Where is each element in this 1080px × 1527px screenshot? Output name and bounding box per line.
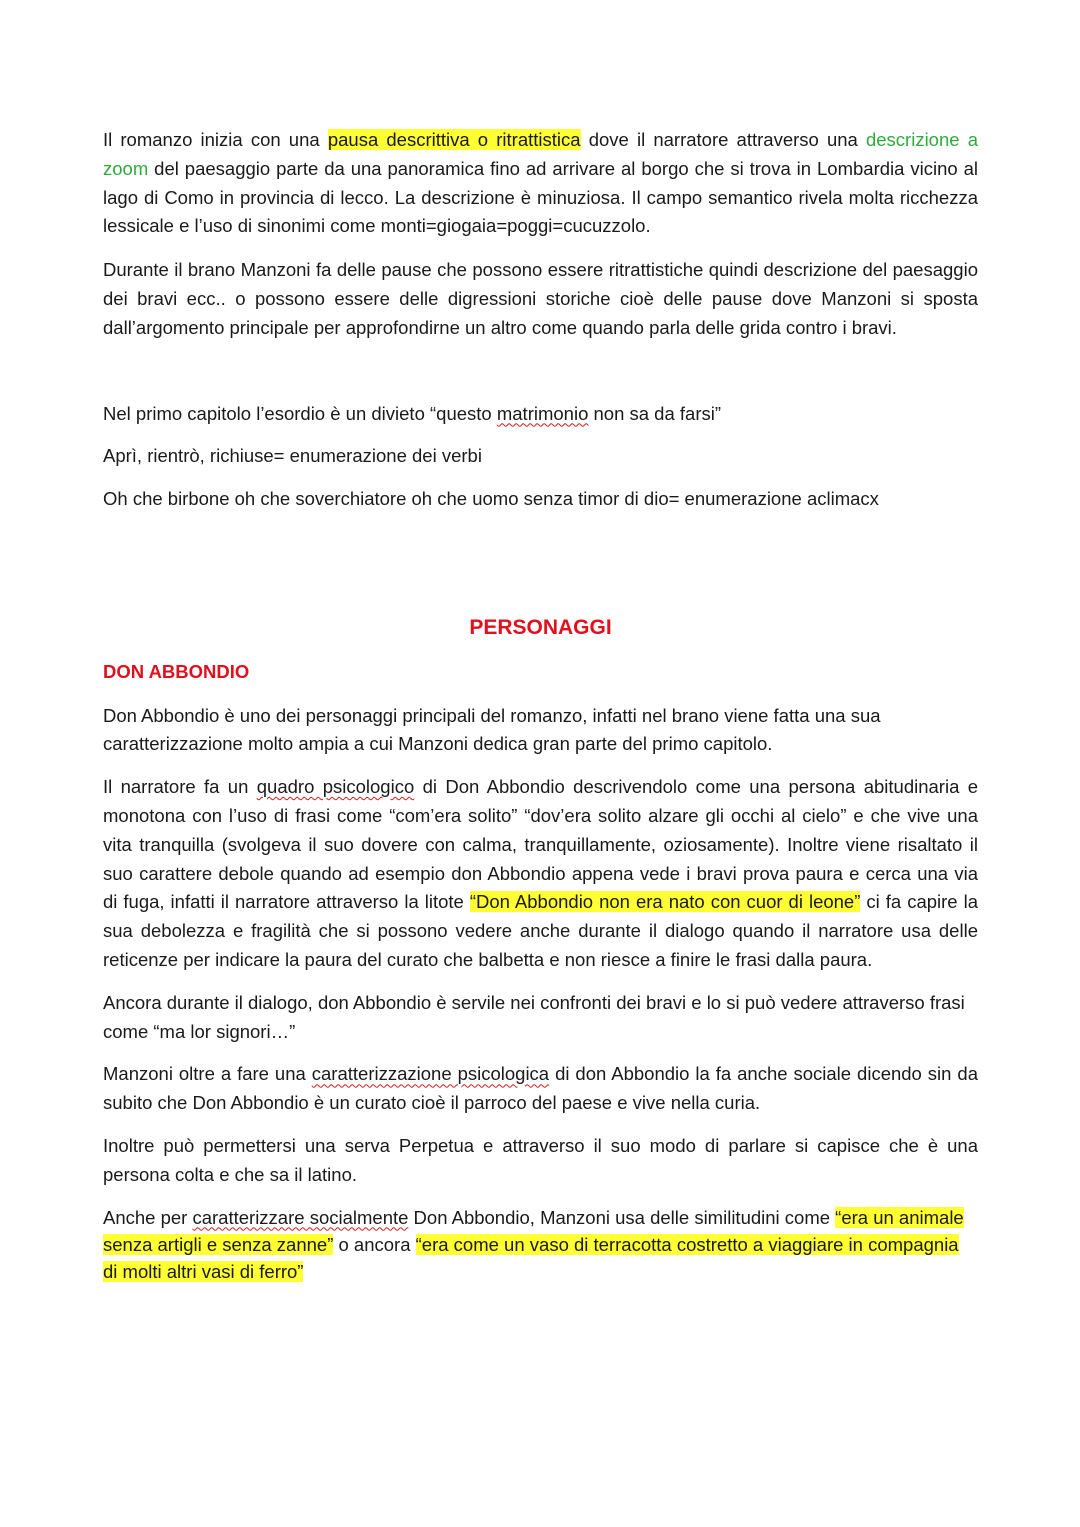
highlighted-quote: “era un animale senza artigli e senza zanne” <box>103 1206 964 1255</box>
text-run: o ancora <box>333 1233 416 1255</box>
highlighted-quote: “Don Abbondio non era nato con cuor di leone” <box>469 891 861 913</box>
text-run: Manzoni oltre a fare una <box>103 1063 312 1085</box>
text-run: Don Abbondio, Manzoni usa delle similitudini come <box>408 1206 836 1228</box>
section-title: PERSONAGGI <box>469 615 612 639</box>
highlighted-text: pausa descrittiva o ritrattistica <box>327 129 581 150</box>
text-run: di Don Abbondio descrivendolo come una persona abitudinaria e monotona con l’uso di frasi come “com’era solito” “dov’era solito alzare gli occhi al cielo” e che vive una vita tranquilla (svolgeva il suo dovere con calma, tranquillamente, oziosamente). Inoltre viene risaltato il suo carattere debole quando ad esempio don Abbondio appena vede i bravi prova paura e cerca una via di fuga, infatti il narratore attraverso la litote <box>103 776 978 913</box>
text-run: Il narratore fa un <box>103 776 257 798</box>
intro-paragraph-4: Aprì, rientrò, richiuse= enumerazione dei verbi <box>103 445 482 467</box>
text-run: non sa da farsi” <box>588 402 722 424</box>
spellcheck-underlined-phrase: caratterizzazione psicologica <box>311 1063 550 1085</box>
spellcheck-underlined-word: matrimonio <box>496 402 589 424</box>
text-run: aclimacx <box>806 488 879 510</box>
text-run: di don Abbondio la fa anche sociale dicendo sin da subito che Don Abbondio è un curato cioè il parroco del paese e vive nella curia. <box>103 1063 978 1114</box>
character-paragraph-6 <box>103 1204 978 1285</box>
character-paragraph-3: Ancora durante il dialogo, don Abbondio è servile nei confronti dei bravi e lo si può vedere attraverso frasi come “ma lor signori…” <box>103 991 965 1042</box>
text-run: Nel primo capitolo l’esordio è un divieto “questo <box>103 402 497 424</box>
intro-paragraph-2: Durante il brano Manzoni fa delle pause che possono essere ritrattistiche quindi descrizione del paesaggio dei bravi ecc.. o possono essere delle digressioni storiche cioè delle pause dove Manzoni si sposta dall’argomento principale per approfondirne un altro come quando parla delle grida contro i bravi. <box>103 259 978 338</box>
text-run: del paesaggio parte da una panoramica fino ad arrivare al borgo che si trova in Lombardia vicino al lago di Como in provincia di lecco. La descrizione è minuziosa. Il campo semantico rivela molta ricchezza lessicale e l’uso di sinonimi come monti=giogaia=poggi=cucuzzolo. <box>103 157 978 237</box>
character-paragraph-2 <box>103 773 978 975</box>
text-run: dove il narratore attraverso una <box>580 129 866 150</box>
character-paragraph-1: Don Abbondio è uno dei personaggi principali del romanzo, infatti nel brano viene fatta una sua caratterizzazione molto ampia a cui Manzoni dedica gran parte del primo capitolo. <box>103 704 881 755</box>
intro-paragraph-5 <box>103 485 978 514</box>
character-paragraph-5: Inoltre può permettersi una serva Perpetua e attraverso il suo modo di parlare si capisce che è una persona colta e che sa il latino. <box>103 1134 978 1185</box>
intro-paragraph-3 <box>103 400 978 429</box>
spellcheck-underlined-phrase: quadro psicologico <box>256 776 415 798</box>
highlighted-quote: “era come un vaso di terracotta costretto a viaggiare in compagnia di molti altri vasi di ferro” <box>103 1233 959 1282</box>
green-text: descrizione a zoom <box>103 129 978 179</box>
character-paragraph-4 <box>103 1060 978 1118</box>
spellcheck-underlined-phrase: caratterizzare socialmente <box>192 1206 409 1228</box>
section-subtitle: DON ABBONDIO <box>103 660 250 682</box>
text-run: Il romanzo inizia con una <box>103 129 328 150</box>
intro-paragraph-1 <box>103 126 978 241</box>
text-run: Oh che birbone oh che soverchiatore oh che uomo senza timor di dio= enumerazione <box>103 488 807 510</box>
document-page <box>103 126 978 1285</box>
text-run: Anche per <box>103 1206 193 1228</box>
text-run: ci fa capire la sua debolezza e fragilità che si possono vedere anche durante il dialogo quando il narratore usa delle reticenze per indicare la paura del curato che balbetta e non riesce a finire le frasi dalla paura. <box>103 891 978 970</box>
